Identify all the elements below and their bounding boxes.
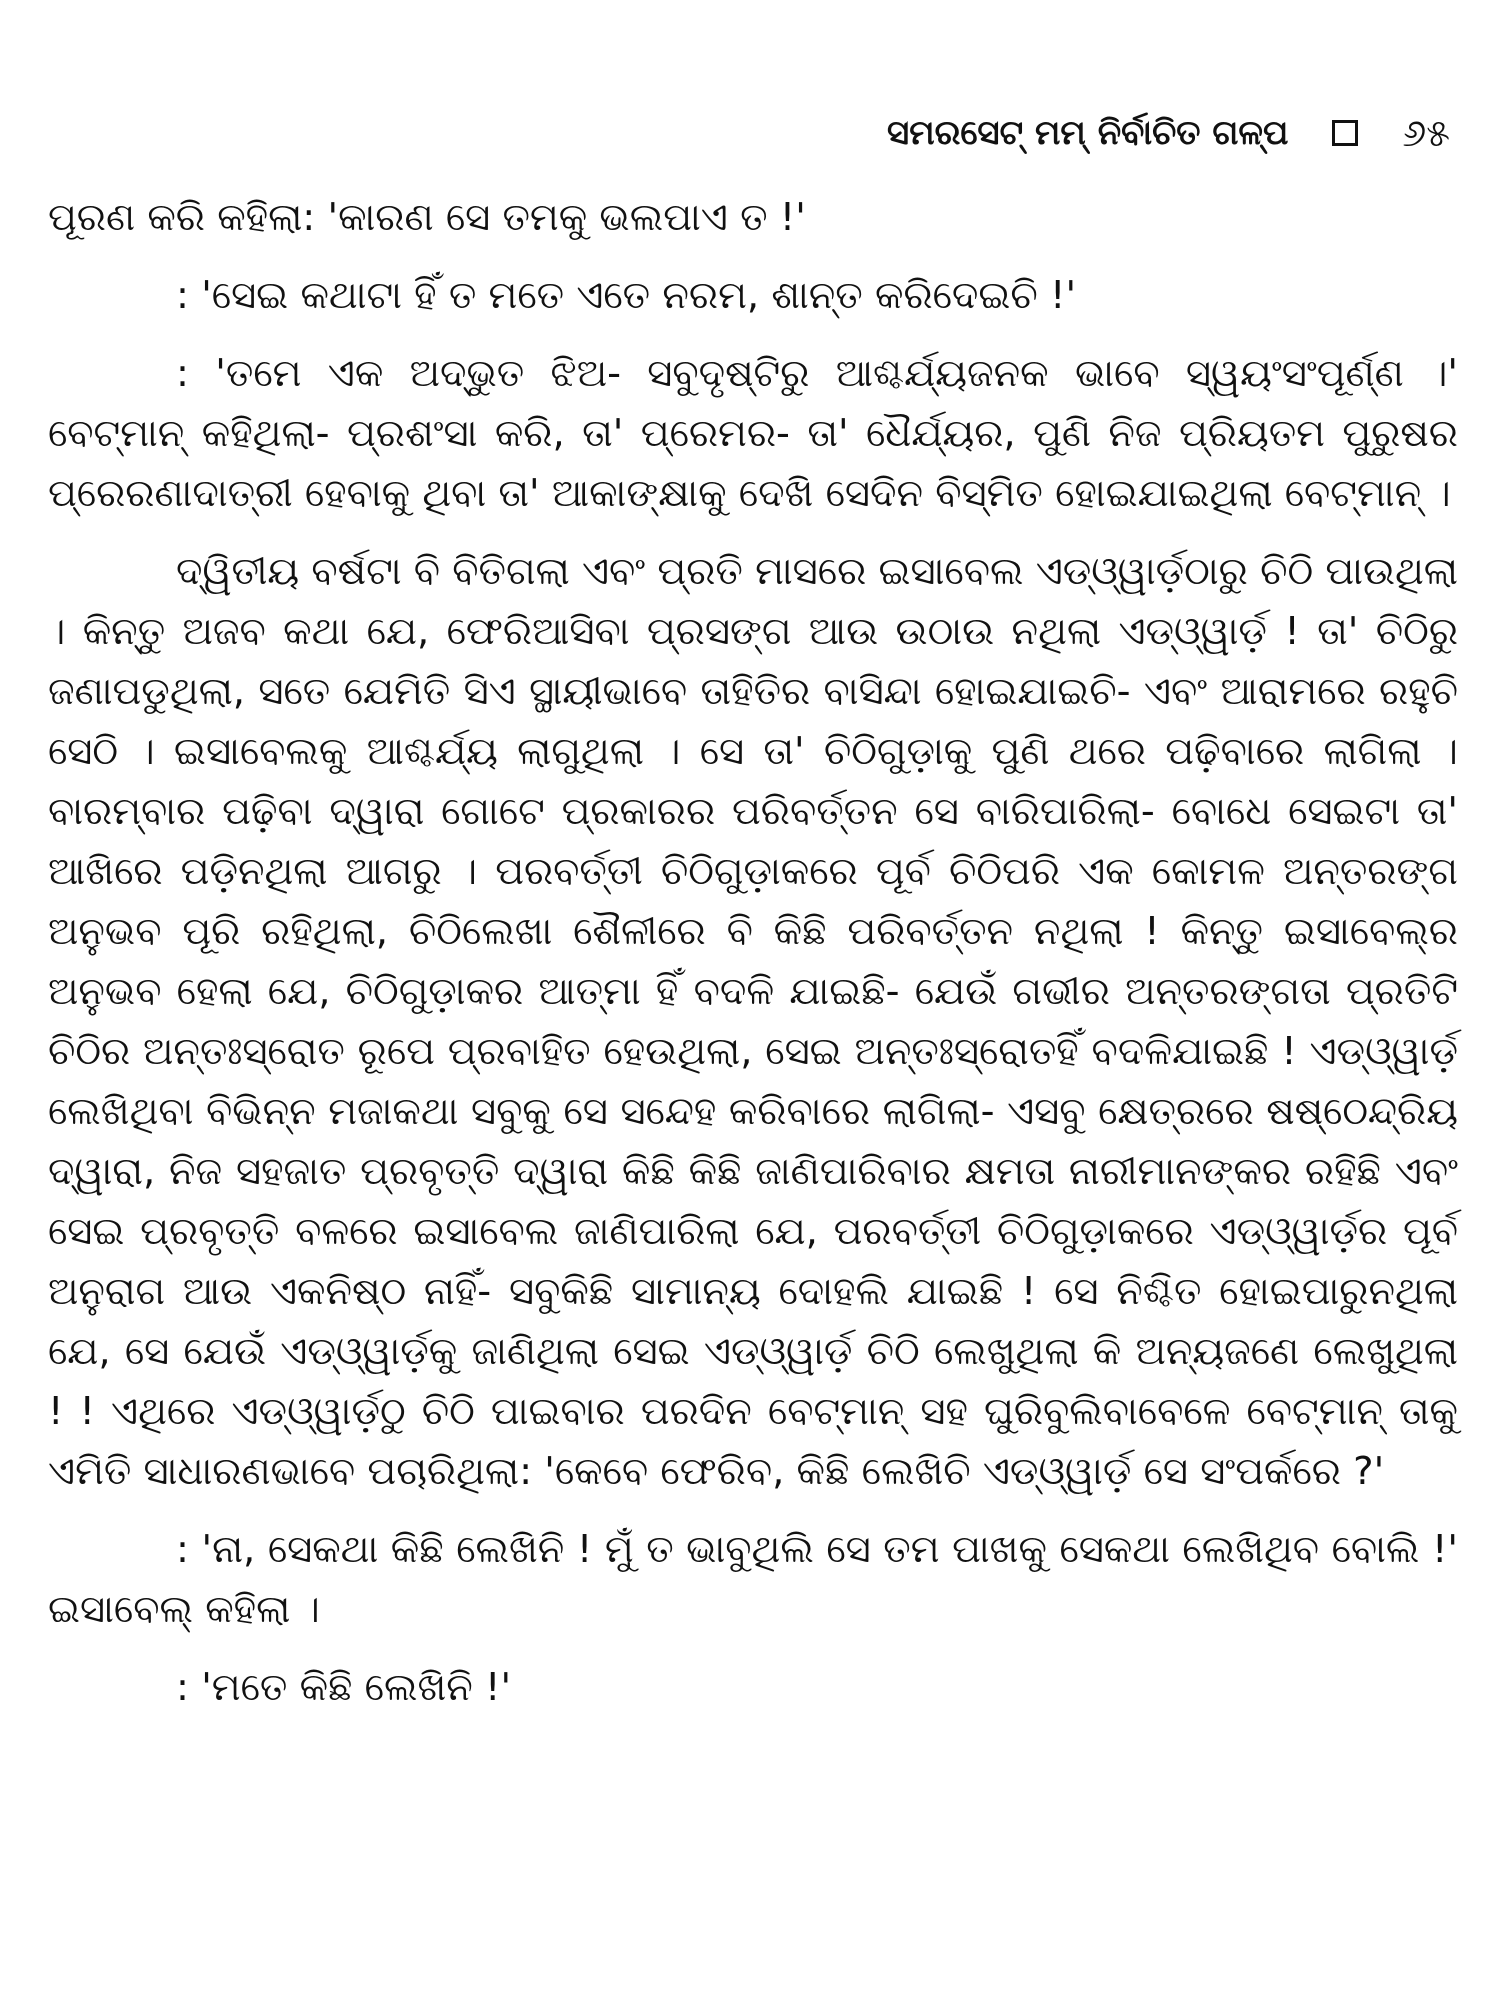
paragraph: : 'ନା, ସେକଥା କିଛି ଲେଖିନି ! ମୁଁ ତ ଭାବୁଥିଲି ସେ ତମ ପାଖକୁ ସେକଥା ଲେଖିଥିବ ବୋଲି !' ଇସାବେଲ୍ କହିଲା । xyxy=(48,1527,1458,1632)
body-text xyxy=(48,188,1458,1718)
paragraph: : 'ମତେ କିଛି ଲେଖିନି !' xyxy=(176,1665,512,1710)
running-header xyxy=(760,108,1450,158)
paragraph: : 'ସେଇ କଥାଟା ହିଁ ତ ମତେ ଏତେ ନରମ, ଶାନ୍ତ କରିଦେଇଚି !' xyxy=(176,273,1077,318)
page-number: ୬୫ xyxy=(1402,110,1450,155)
paragraph: ଦ୍ୱିତୀୟ ବର୍ଷଟା ବି ବିତିଗଲା ଏବଂ ପ୍ରତି ମାସରେ ଇସାବେଲ ଏଡ୍‌ଓ୍ୱାର୍ଡ଼ଠାରୁ ଚିଠି ପାଉଥିଲା । କିନ୍ତୁ ଅଜବ କଥା ଯେ, ଫେରିଆସିବା ପ୍ରସଙ୍ଗ ଆଉ ଉଠାଉ ନଥିଲା ଏଡ୍‌ଓ୍ୱାର୍ଡ଼ ! ତା' ଚିଠିରୁ ଜଣାପଡୁଥିଲା, ସତେ ଯେମିତି ସିଏ ସ୍ଥାୟୀଭାବେ ତାହିତିର ବାସିନ୍ଦା ହୋଇଯାଇଚି- ଏବଂ ଆରାମରେ ରହୁଚି ସେଠି । ଇସାବେଲକୁ ଆଶ୍ଚର୍ଯ୍ୟ ଲାଗୁଥିଲା । ସେ ତା' ଚିଠିଗୁଡ଼ାକୁ ପୁଣି ଥରେ ପଢ଼ିବାରେ ଲାଗିଲା । ବାରମ୍ବାର ପଢ଼ିବା ଦ୍ୱାରା ଗୋଟେ ପ୍ରକାରର ପରିବର୍ତ୍ତନ ସେ ବାରିପାରିଲା- ବୋଧେ ସେଇଟା ତା' ଆଖିରେ ପଡ଼ିନଥିଲା ଆଗରୁ । ପରବର୍ତ୍ତୀ ଚିଠିଗୁଡ଼ାକରେ ପୂର୍ବ ଚିଠିପରି ଏକ କୋମଳ ଅନ୍ତରଙ୍ଗ ଅନୁଭବ ପୂରି ରହିଥିଲା, ଚିଠିଲେଖା ଶୈଳୀରେ ବି କିଛି ପରିବର୍ତ୍ତନ ନଥିଲା ! କିନ୍ତୁ ଇସାବେଲ୍‌ର ଅନୁଭବ ହେଲା ଯେ, ଚିଠିଗୁଡ଼ାକର ଆତ୍ମା ହିଁ ବଦଳି ଯାଇଛି- ଯେଉଁ ଗଭୀର ଅନ୍ତରଙ୍ଗତା ପ୍ରତିଟି ଚିଠିର ଅନ୍ତଃସ୍ରୋତ ରୂପେ ପ୍ରବାହିତ ହେଉଥିଲା, ସେଇ ଅନ୍ତଃସ୍ରୋତହିଁ ବଦଳିଯାଇଛି ! ଏଡ୍‌ଓ୍ୱାର୍ଡ଼ ଲେଖିଥିବା ବିଭିନ୍ନ ମଜାକଥା ସବୁକୁ ସେ ସନ୍ଦେହ କରିବାରେ ଲାଗିଲା- ଏସବୁ କ୍ଷେତ୍ରରେ ଷଷ୍ଠେନ୍ଦ୍ରିୟ ଦ୍ୱାରା, ନିଜ ସହଜାତ ପ୍ରବୃତ୍ତି ଦ୍ୱାରା କିଛି କିଛି ଜାଣିପାରିବାର କ୍ଷମତା ନାରୀମାନଙ୍କର ରହିଛି ଏବଂ ସେଇ ପ୍ରବୃତ୍ତି ବଳରେ ଇସାବେଲ ଜାଣିପାରିଲା ଯେ, ପରବର୍ତ୍ତୀ ଚିଠିଗୁଡ଼ାକରେ ଏଡ୍‌ଓ୍ୱାର୍ଡ଼ର ପୂର୍ବ ଅନୁରାଗ ଆଉ ଏକନିଷ୍ଠ ନାହିଁ- ସବୁକିଛି ସାମାନ୍ୟ ଦୋହଲି ଯାଇଛି ! ସେ ନିଶ୍ଚିତ ହୋଇପାରୁନଥିଲା ଯେ, ସେ ଯେଉଁ ଏଡ୍‌ଓ୍ୱାର୍ଡ଼କୁ ଜାଣିଥିଲା ସେଇ ଏଡ୍‌ଓ୍ୱାର୍ଡ଼ ଚିଠି ଲେଖୁଥିଲା କି ଅନ୍ୟଜଣେ ଲେଖୁଥିଲା ! ! ଏଥିରେ ଏଡ୍‌ଓ୍ୱାର୍ଡ଼ଠୁ ଚିଠି ପାଇବାର ପରଦିନ ବେଟ୍‌ମାନ୍ ସହ ଘୁରିବୁଲିବାବେଳେ ବେଟ୍‌ମାନ୍ ତାକୁ ଏମିତି ସାଧାରଣଭାବେ ପଚାରିଥିଲା: 'କେବେ ଫେରିବ, କିଛି ଲେଖିଚି ଏଡ୍‌ଓ୍ୱାର୍ଡ଼ ସେ ସଂପର୍କରେ ?' xyxy=(48,549,1458,1494)
square-separator-icon xyxy=(1332,120,1358,146)
paragraph: ପୂରଣ କରି କହିଲା: 'କାରଣ ସେ ତମକୁ ଭଲପାଏ ତ !' xyxy=(48,195,806,240)
book-title: ସମରସେଟ୍ ମମ୍ ନିର୍ବାଚିତ ଗଳ୍ପ xyxy=(887,113,1289,153)
paragraph: : 'ତମେ ଏକ ଅଦ୍ଭୁତ ଝିଅ- ସବୁଦୃଷ୍ଟିରୁ ଆଶ୍ଚର୍ଯ୍ୟଜନକ ଭାବେ ସ୍ୱୟଂସଂପୂର୍ଣ୍ଣ ।' ବେଟ୍‌ମାନ୍ କହିଥିଲା- ପ୍ରଶଂସା କରି, ତା' ପ୍ରେମର- ତା' ଧୈର୍ଯ୍ୟର, ପୁଣି ନିଜ ପ୍ରିୟତମ ପୁରୁଷର ପ୍ରେରଣାଦାତ୍ରୀ ହେବାକୁ ଥିବା ତା' ଆକାଙ୍‌କ୍ଷାକୁ ଦେଖି ସେଦିନ ବିସ୍ମିତ ହୋଇଯାଇଥିଲା ବେଟ୍‌ମାନ୍ । xyxy=(48,351,1458,516)
